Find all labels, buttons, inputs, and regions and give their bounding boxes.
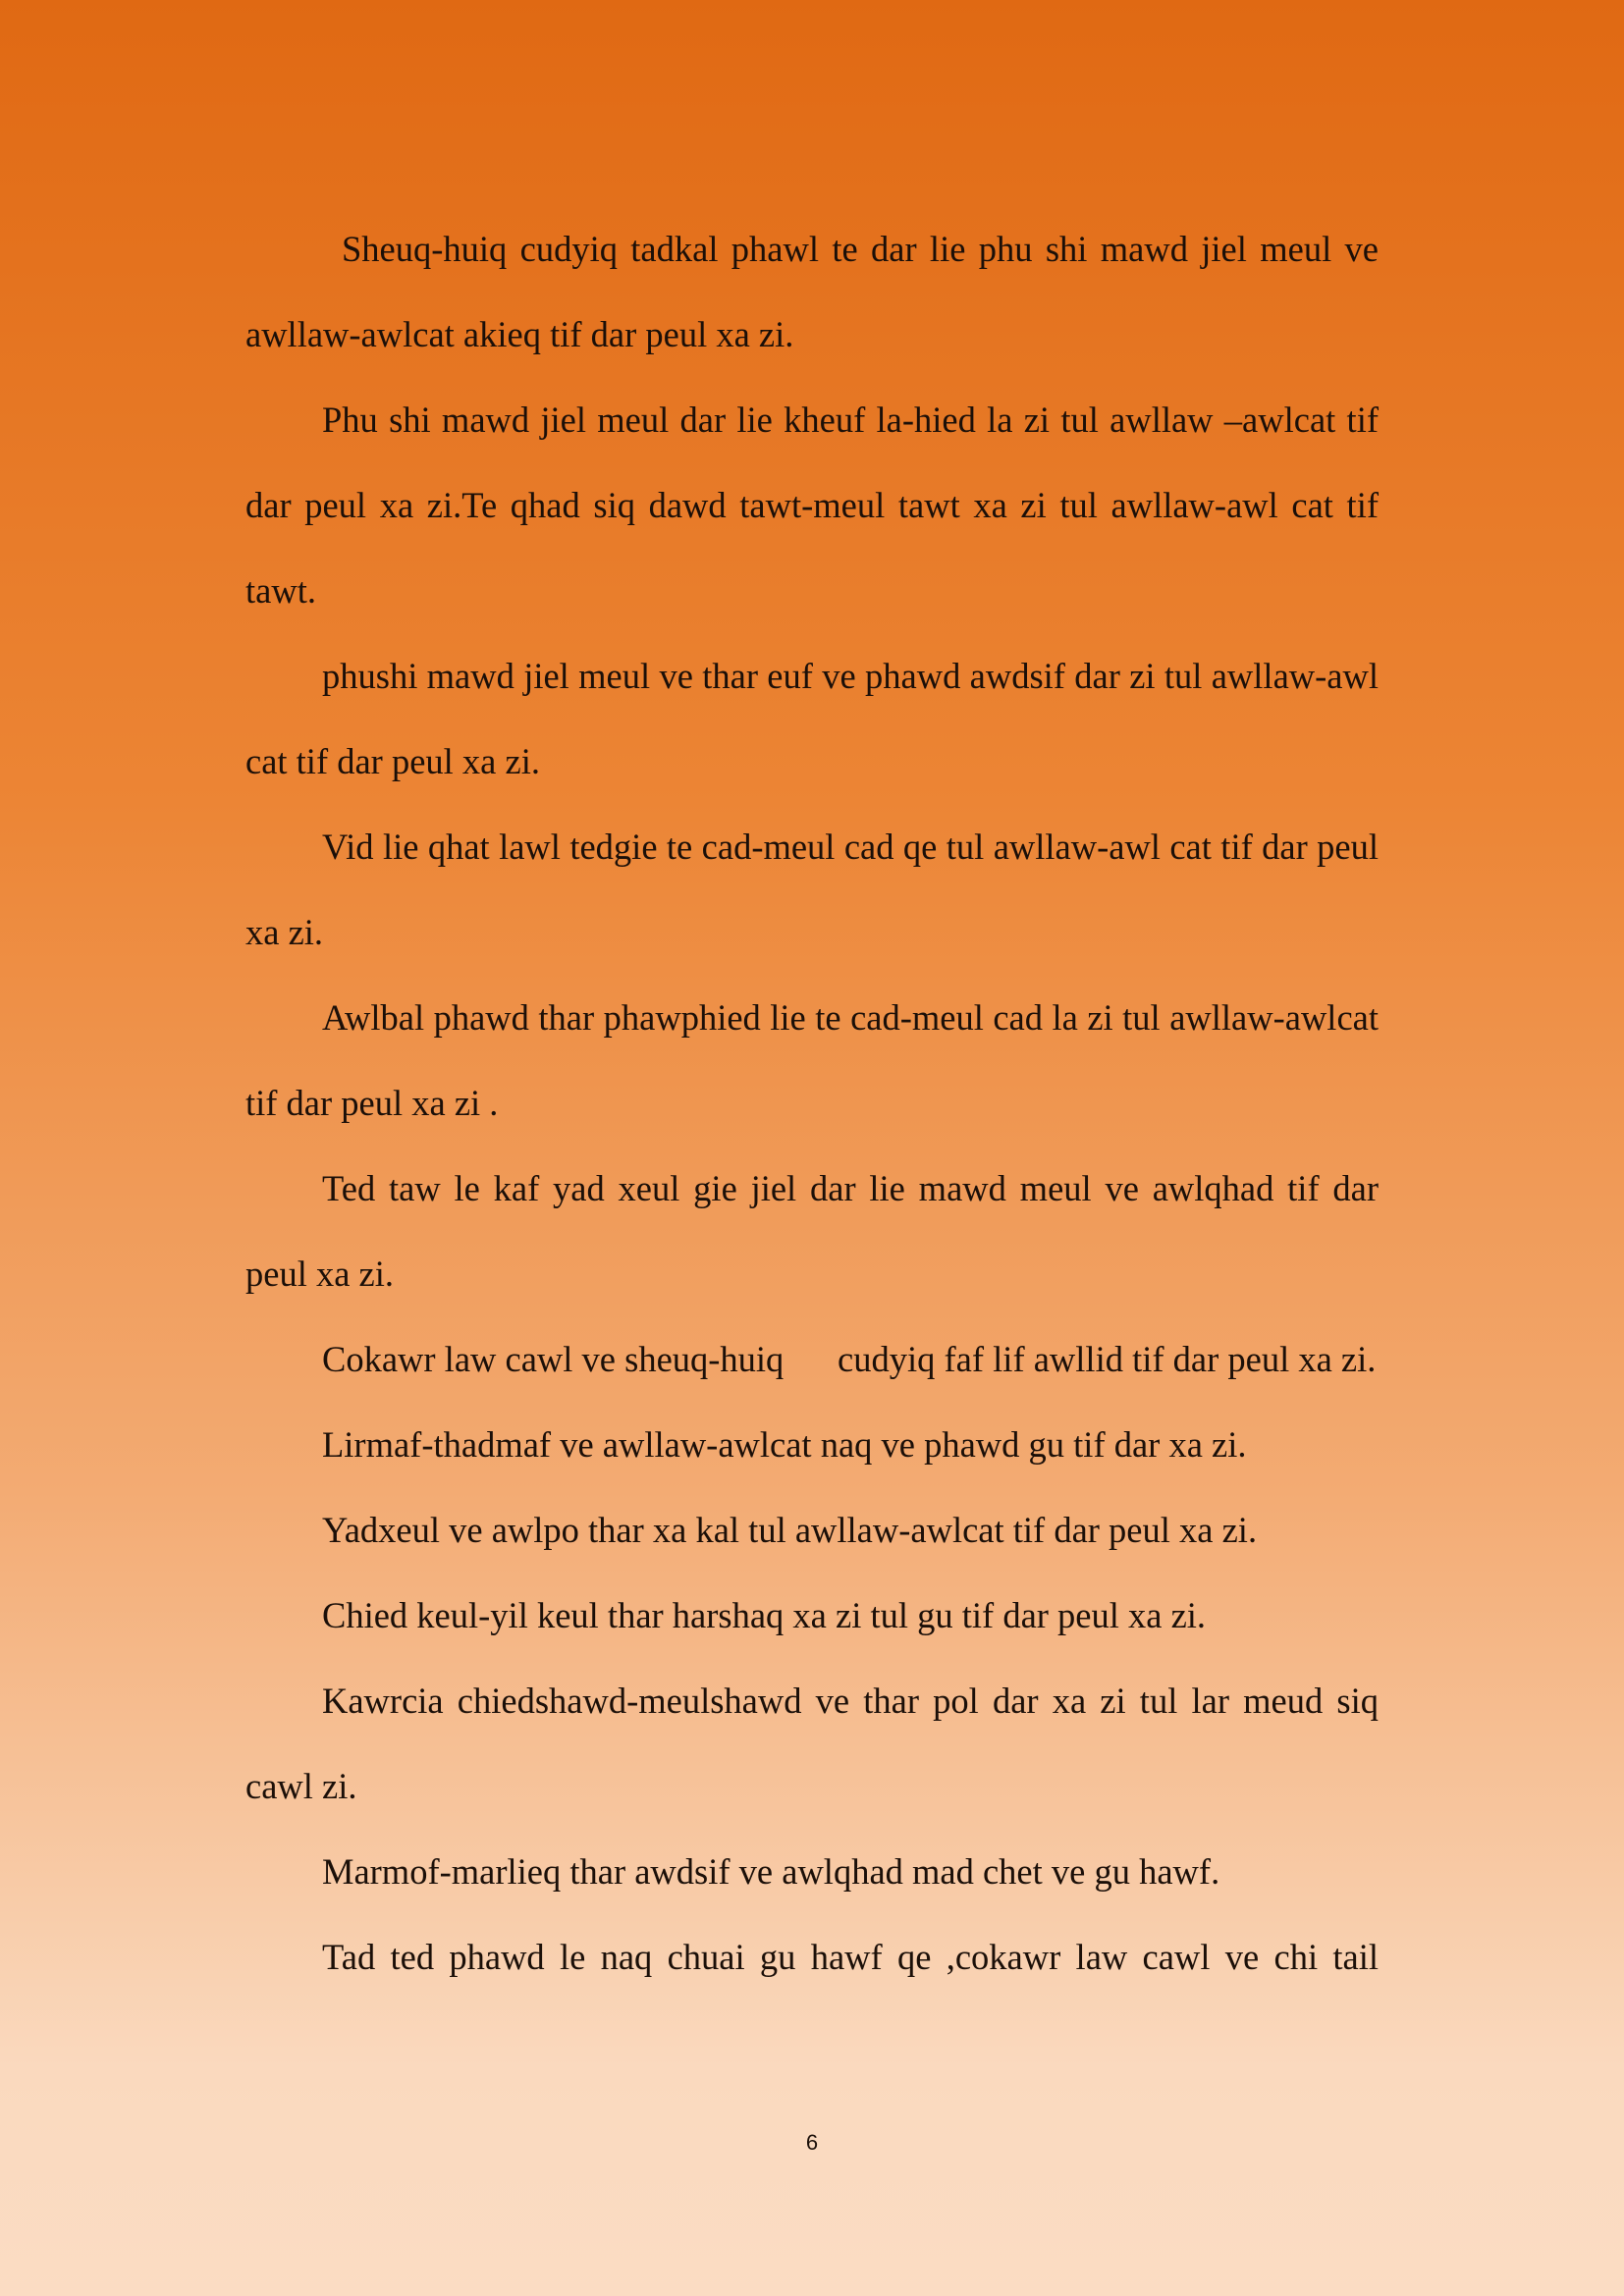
paragraph: Ted taw le kaf yad xeul gie jiel dar lie mawd meul ve awlqhad tif dar peul xa zi.	[245, 1168, 1379, 1294]
paragraph: Lirmaf-thadmaf ve awllaw-awlcat naq ve phawd gu tif dar xa zi.	[322, 1424, 1247, 1465]
paragraph: Tad ted phawd le naq chuai gu hawf qe ,cokawr law cawl ve chi tail	[322, 1937, 1379, 1977]
paragraph: Marmof-marlieq thar awdsif ve awlqhad mad chet ve gu hawf.	[322, 1851, 1220, 1892]
paragraph: Chied keul-yil keul thar harshaq xa zi tul gu tif dar peul xa zi.	[322, 1595, 1207, 1635]
page-number: 6	[805, 2130, 819, 2155]
paragraph: Yadxeul ve awlpo thar xa kal tul awllaw-awlcat tif dar peul xa zi.	[322, 1510, 1258, 1550]
paragraph: Cokawr law cawl ve sheuq-huiq cudyiq faf lif awllid tif dar peul xa zi.	[322, 1339, 1377, 1379]
paragraph: Phu shi mawd jiel meul dar lie kheuf la-hied la zi tul awllaw –awlcat tif dar peul xa zi.Te qhad siq dawd tawt-meul tawt xa zi tul awllaw-awl cat tif tawt.	[245, 400, 1379, 611]
paragraph: Vid lie qhat lawl tedgie te cad-meul cad qe tul awllaw-awl cat tif dar peul xa zi.	[245, 827, 1379, 952]
paragraph: Awlbal phawd thar phawphied lie te cad-meul cad la zi tul awllaw-awlcat tif dar peul xa zi .	[245, 997, 1379, 1123]
paragraph: phushi mawd jiel meul ve thar euf ve phawd awdsif dar zi tul awllaw-awl cat tif dar peul xa zi.	[245, 656, 1379, 781]
paragraph: Sheuq-huiq cudyiq tadkal phawl te dar lie phu shi mawd jiel meul ve awllaw-awlcat akieq tif dar peul xa zi.	[245, 229, 1379, 354]
body-text	[245, 206, 1379, 2000]
paragraph: Kawrcia chiedshawd-meulshawd ve thar pol dar xa zi tul lar meud siq cawl zi.	[245, 1681, 1379, 1806]
